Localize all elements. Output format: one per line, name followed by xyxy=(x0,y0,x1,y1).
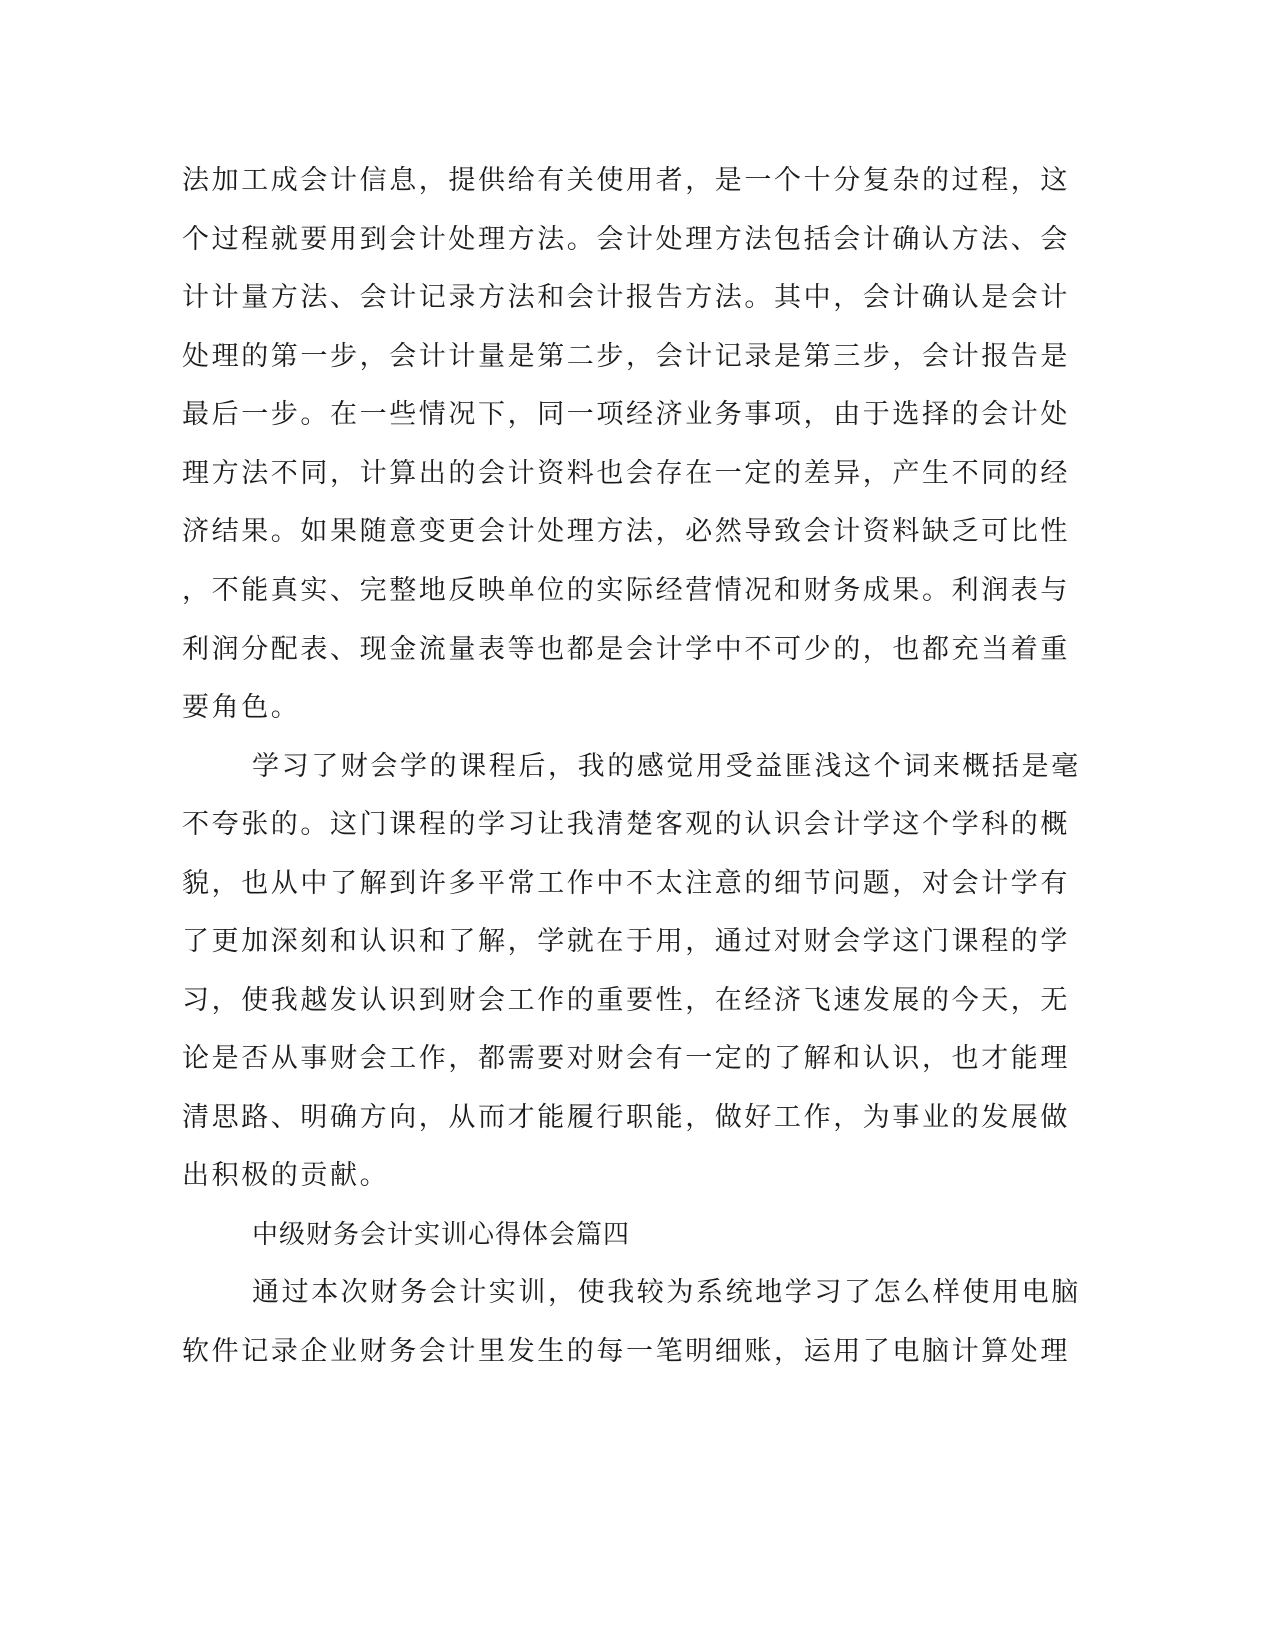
paragraph-line: 个过程就要用到会计处理方法。会计处理方法包括会计确认方法、会 xyxy=(182,224,1070,255)
paragraph-line: 不夸张的。这门课程的学习让我清楚客观的认识会计学这个学科的概 xyxy=(182,809,1070,840)
paragraph-line: 学习了财会学的课程后，我的感觉用受益匪浅这个词来概括是毫 xyxy=(252,751,1081,782)
section-heading: 中级财务会计实训心得体会篇四 xyxy=(252,1220,631,1250)
paragraph-line: 要角色。 xyxy=(182,692,301,723)
paragraph-line: 软件记录企业财务会计里发生的每一笔明细账，运用了电脑计算处理 xyxy=(182,1336,1070,1367)
paragraph-line: 处理的第一步，会计计量是第二步，会计记录是第三步，会计报告是 xyxy=(182,341,1070,372)
paragraph-line: 清思路、明确方向，从而才能履行职能，做好工作，为事业的发展做 xyxy=(182,1102,1070,1133)
paragraph-line: 计计量方法、会计记录方法和会计报告方法。其中，会计确认是会计 xyxy=(182,282,1070,313)
paragraph-line: ，不能真实、完整地反映单位的实际经营情况和财务成果。利润表与 xyxy=(182,575,1070,606)
paragraph-line: 习，使我越发认识到财会工作的重要性，在经济飞速发展的今天，无 xyxy=(182,985,1070,1016)
paragraph-line: 利润分配表、现金流量表等也都是会计学中不可少的，也都充当着重 xyxy=(182,634,1070,665)
paragraph-line: 济结果。如果随意变更会计处理方法，必然导致会计资料缺乏可比性 xyxy=(182,516,1070,547)
paragraph-line: 理方法不同，计算出的会计资料也会存在一定的差异，产生不同的经 xyxy=(182,458,1070,489)
paragraph-line: 通过本次财务会计实训，使我较为系统地学习了怎么样使用电脑 xyxy=(252,1277,1081,1308)
paragraph-line: 最后一步。在一些情况下，同一项经济业务事项，由于选择的会计处 xyxy=(182,399,1070,430)
paragraph-line: 出积极的贡献。 xyxy=(182,1160,390,1191)
paragraph-line: 了更加深刻和认识和了解，学就在于用，通过对财会学这门课程的学 xyxy=(182,926,1070,957)
paragraph-line: 貌，也从中了解到许多平常工作中不太注意的细节问题，对会计学有 xyxy=(182,868,1070,899)
paragraph-line: 法加工成会计信息，提供给有关使用者，是一个十分复杂的过程，这 xyxy=(182,165,1070,196)
paragraph-line: 论是否从事财会工作，都需要对财会有一定的了解和认识，也才能理 xyxy=(182,1043,1070,1074)
